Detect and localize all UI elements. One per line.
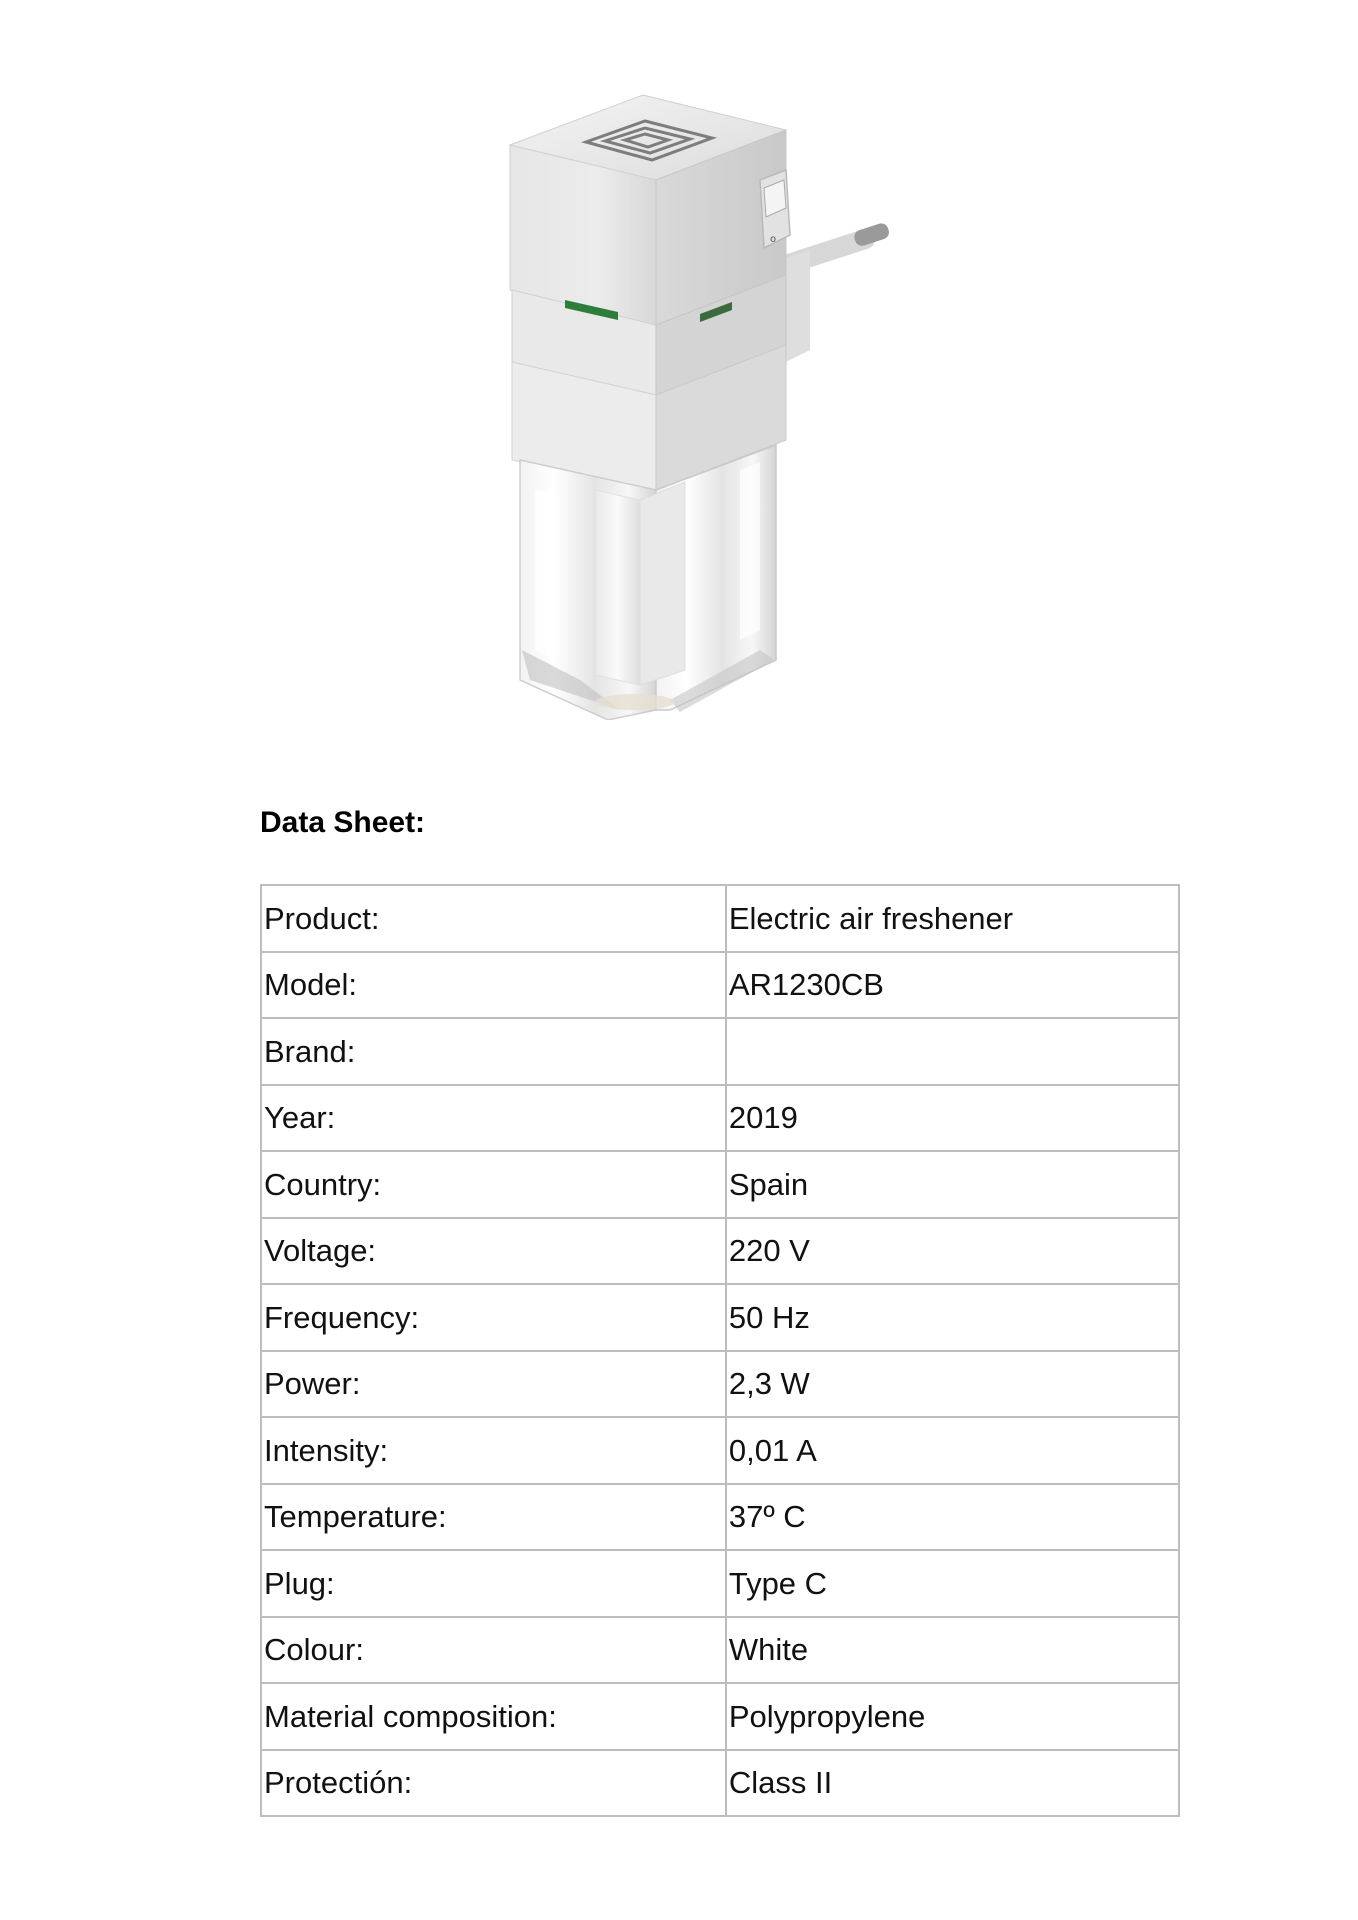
row-label: Brand: [261,1018,726,1085]
row-value: White [726,1617,1179,1684]
row-label: Voltage: [261,1218,726,1285]
row-label: Frequency: [261,1284,726,1351]
table-row [261,1617,1179,1684]
row-value: 220 V [726,1218,1179,1285]
row-label: Plug: [261,1550,726,1617]
table-row [261,1351,1179,1418]
table-row [261,1018,1179,1085]
row-value: 37º C [726,1484,1179,1551]
row-label: Protectión: [261,1750,726,1817]
table-row [261,1085,1179,1152]
table-row [261,1683,1179,1750]
row-value: 2019 [726,1085,1179,1152]
row-value: Class II [726,1750,1179,1817]
row-value: 50 Hz [726,1284,1179,1351]
rocker-switch [760,170,790,248]
row-value: AR1230CB [726,952,1179,1019]
row-value: Type C [726,1550,1179,1617]
row-value: 2,3 W [726,1351,1179,1418]
table-row [261,1550,1179,1617]
table-row [261,1284,1179,1351]
row-label: Material composition: [261,1683,726,1750]
table-row [261,1151,1179,1218]
row-value: Spain [726,1151,1179,1218]
svg-text:o: o [770,234,777,245]
row-label: Temperature: [261,1484,726,1551]
table-row [261,885,1179,952]
table-row [261,1218,1179,1285]
table-row [261,1417,1179,1484]
table-row [261,1750,1179,1817]
row-label: Power: [261,1351,726,1418]
row-label: Year: [261,1085,726,1152]
table-row [261,952,1179,1019]
product-image [340,20,1020,720]
row-value: Polypropylene [726,1683,1179,1750]
row-value: 0,01 A [726,1417,1179,1484]
row-label: Colour: [261,1617,726,1684]
row-value [726,1018,1179,1085]
data-sheet-title: Data Sheet: [260,806,426,839]
spec-table [260,884,1180,1817]
row-label: Country: [261,1151,726,1218]
table-row [261,1484,1179,1551]
row-label: Intensity: [261,1417,726,1484]
row-value: Electric air freshener [726,885,1179,952]
row-label: Model: [261,952,726,1019]
row-label: Product: [261,885,726,952]
